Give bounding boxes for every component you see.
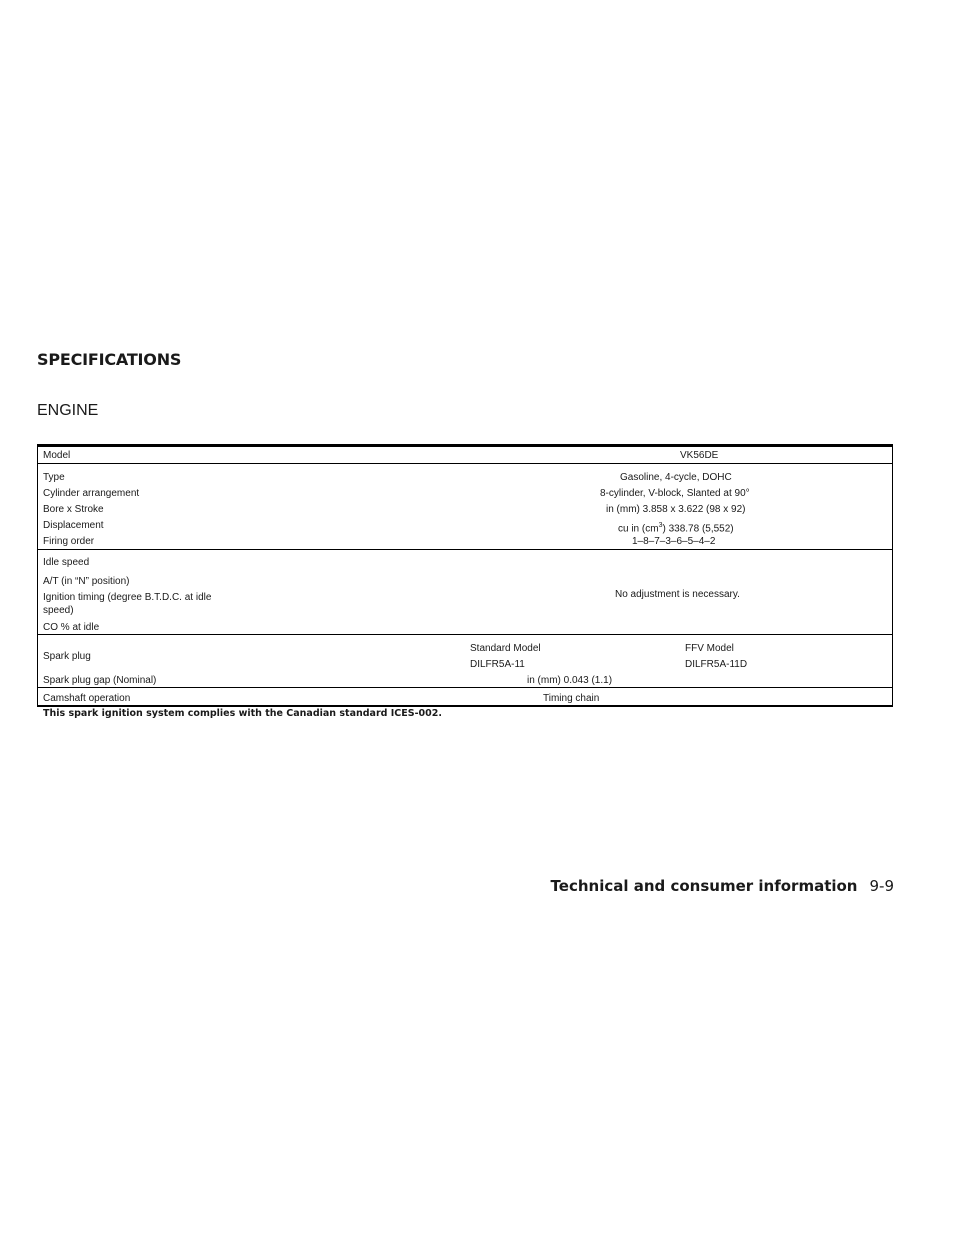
at-n-position-label: A/T (in “N” position) — [43, 576, 130, 587]
displacement-value: cu in $(cm^3)$ 338.78 (5,552) — [618, 522, 734, 535]
page-number: 9-9 — [869, 877, 894, 895]
bore-stroke-value: in (mm) 3.858 x 3.622 (98 x 92) — [606, 504, 746, 515]
spark-plug-label: Spark plug — [43, 651, 91, 662]
section-title: SPECIFICATIONS — [37, 350, 182, 369]
type-value: Gasoline, 4-cycle, DOHC — [620, 472, 732, 483]
spark-plug-gap-value: in (mm) 0.043 (1.1) — [527, 675, 613, 686]
engine-spec-table — [37, 444, 893, 707]
ffv-model-header: FFV Model — [685, 643, 734, 654]
co-idle-label: CO % at idle — [43, 622, 100, 633]
idle-speed-label: Idle speed — [43, 557, 90, 568]
model-value: VK56DE — [680, 450, 719, 461]
compliance-footnote: This spark ignition system complies with the Canadian standard ICES-002. — [43, 708, 442, 719]
ignition-timing-label: Ignition timing (degree B.T.D.C. at idle — [43, 592, 212, 603]
cylinder-arrangement-label: Cylinder arrangement — [43, 488, 140, 499]
cylinder-arrangement-value: 8-cylinder, V-block, Slanted at 90° — [600, 488, 750, 499]
footer-label: Technical and consumer information — [550, 877, 858, 895]
standard-model-header: Standard Model — [470, 643, 541, 654]
standard-model-plug: DILFR5A-11 — [470, 659, 525, 670]
row-divider — [38, 463, 892, 464]
row-divider — [38, 634, 892, 635]
camshaft-label: Camshaft operation — [43, 693, 131, 704]
type-label: Type — [43, 472, 65, 483]
no-adjustment-value: No adjustment is necessary. — [615, 589, 740, 600]
spark-plug-gap-label: Spark plug gap (Nominal) — [43, 675, 157, 686]
engine-subtitle: ENGINE — [37, 402, 99, 419]
ffv-model-plug: DILFR5A-11D — [685, 659, 748, 670]
firing-order-label: Firing order — [43, 536, 95, 547]
ignition-timing-label-cont: speed) — [43, 605, 74, 616]
model-label: Model — [43, 450, 71, 461]
camshaft-value: Timing chain — [543, 693, 600, 704]
page-footer — [551, 877, 894, 895]
firing-order-value: 1–8–7–3–6–5–4–2 — [632, 536, 716, 547]
row-divider — [38, 549, 892, 550]
row-divider — [38, 687, 892, 688]
displacement-label: Displacement — [43, 520, 104, 531]
bore-stroke-label: Bore x Stroke — [43, 504, 104, 515]
